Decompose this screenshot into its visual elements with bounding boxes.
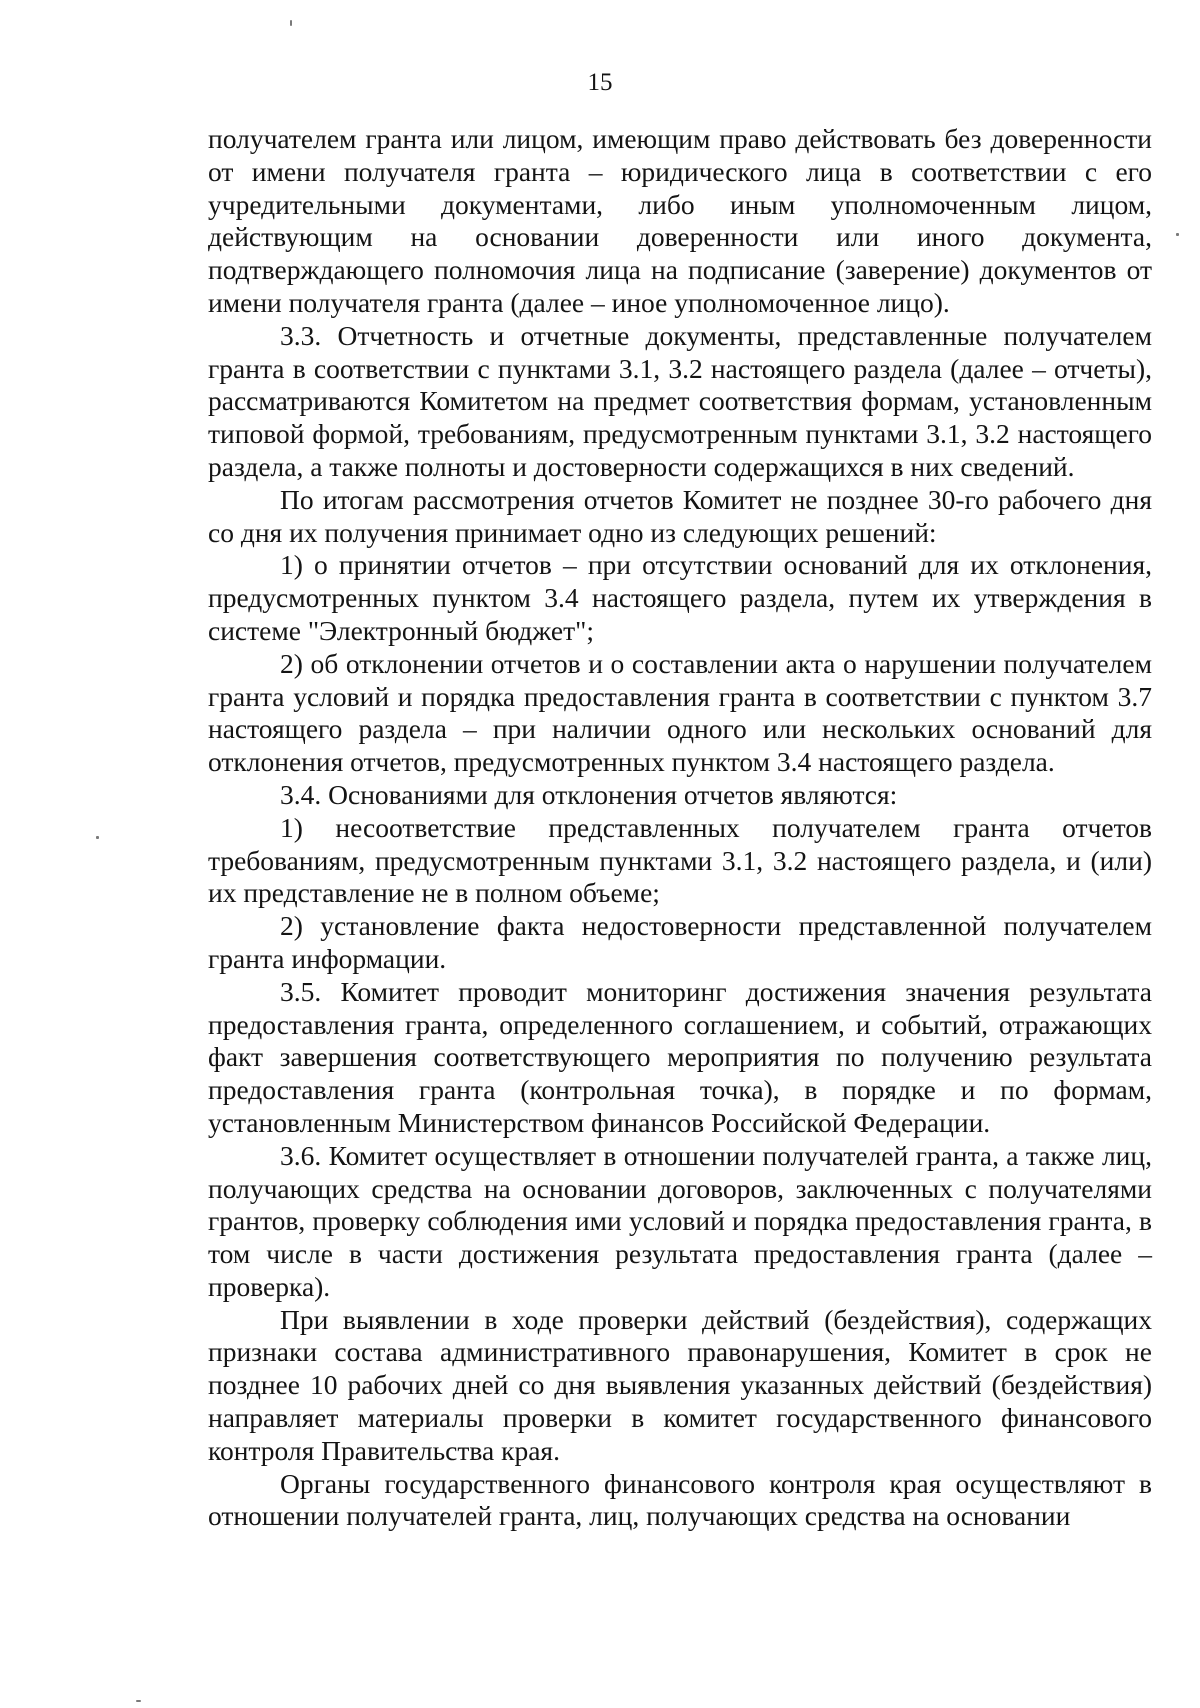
- paragraph-reason-2: 2) установление факта недостоверности представленной получателем гранта информации.: [208, 910, 1152, 974]
- paragraph-financial-control: Органы государственного финансового контроля края осуществляют в отношении получателей гранта, лиц, получающих средства на основании: [208, 1467, 1152, 1532]
- paragraph-decision-reject: 2) об отклонении отчетов и о составлении акта о нарушении получателем гранта условий и порядка предоставления гранта в соответствии с пунктом 3.7 настоящего раздела – при наличии одного или нескольких оснований для отклонения отчетов, предусмотренных пунктом 3.4 настоящего раздела.: [208, 647, 1152, 778]
- paragraph-violation-detection: При выявлении в ходе проверки действий (бездействия), содержащих признаки состава административного правонарушения, Комитет в срок не позднее 10 рабочих дней со дня выявления указанных действий (бездействия) направляет материалы проверки в комитет государственного финансового контроля Правительства края.: [208, 1303, 1152, 1466]
- paragraph-3-4: 3.4. Основаниями для отклонения отчетов являются:: [280, 778, 898, 810]
- paragraph-decision-accept: 1) о принятии отчетов – при отсутствии оснований для их отклонения, предусмотренных пунктом 3.4 настоящего раздела, путем их утверждения в системе "Электронный бюджет";: [208, 549, 1152, 646]
- scan-speck: [96, 836, 99, 839]
- scan-speck: [136, 1700, 141, 1702]
- paragraph-review-results: По итогам рассмотрения отчетов Комитет не позднее 30-го рабочего дня со дня их получения принимает одно из следующих решений:: [208, 483, 1152, 548]
- scan-speck: [290, 20, 292, 26]
- paragraph-3-6: 3.6. Комитет осуществляет в отношении получателей гранта, а также лиц, получающих средства на основании договоров, заключенных с получателями грантов, проверку соблюдения ими условий и порядка предоставления гранта, в том числе в части достижения результата предоставления гранта (далее – проверка).: [208, 1139, 1152, 1302]
- paragraph-reason-1: 1) несоответствие представленных получателем гранта отчетов требованиям, предусмотренным пунктами 3.1, 3.2 настоящего раздела, и (или) их представление не в полном объеме;: [208, 811, 1152, 909]
- scan-speck: [1176, 233, 1179, 236]
- paragraph-3-3: 3.3. Отчетность и отчетные документы, представленные получателем гранта в соответствии с пунктами 3.1, 3.2 настоящего раздела (далее – отчеты), рассматриваются Комитетом на предмет соответствия формам, установленным типовой формой, требованиям, предусмотренным пунктами 3.1, 3.2 настоящего раздела, а также полноты и достоверности содержащихся в них сведений.: [208, 319, 1152, 482]
- page-number: 15: [587, 69, 613, 96]
- paragraph-continuation: получателем гранта или лицом, имеющим право действовать без доверенности от имени получателя гранта – юридического лица в соответствии с его учредительными документами, либо иным уполномоченным лицом, действующим на основании доверенности или иного документа, подтверждающего полномочия лица на подписание (заверение) документов от имени получателя гранта (далее – иное уполномоченное лицо).: [208, 123, 1152, 318]
- paragraph-3-5: 3.5. Комитет проводит мониторинг достижения значения результата предоставления гранта, определенного соглашением, и событий, отражающих факт завершения соответствующего мероприятия по получению результата предоставления гранта (контрольная точка), в порядке и по формам, установленным Министерством финансов Российской Федерации.: [208, 975, 1152, 1138]
- document-body: [208, 123, 1152, 1533]
